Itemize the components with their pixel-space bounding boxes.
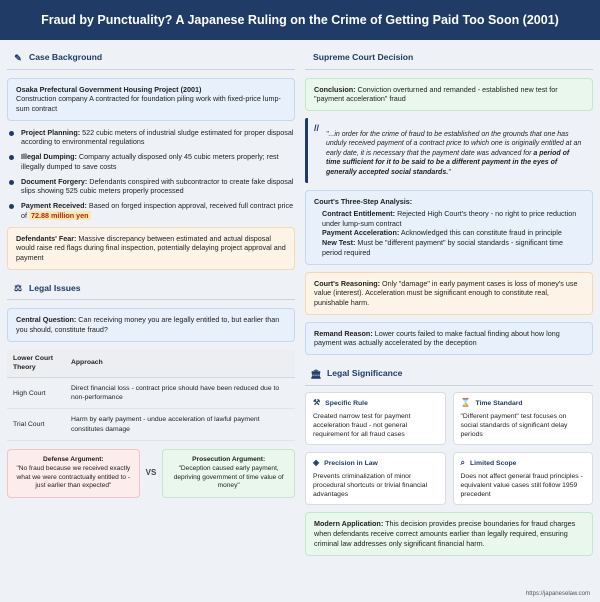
defense-argument: Defense Argument: "No fraud because we received exactly what we were contractually entitled to - just earlier than expected": [7, 449, 140, 499]
significance-card: ⚒ Specific Rule Created narrow test for payment acceleration fraud - not general requirement for all fraud cases: [305, 392, 446, 445]
search-icon: ⌕: [460, 458, 465, 468]
reasoning-box: Court's Reasoning: Only "damage" in early payment cases is loss of money's use value (interest). Acceleration must be significant enough to constitute real, punishable harm.: [305, 272, 593, 315]
list-item: Payment Acceleration: Acknowledged this can constitute fraud in principle: [322, 228, 562, 238]
vs-label: VS: [145, 468, 157, 478]
conclusion-box: Conclusion: Conviction overturned and remanded - established new test for "payment acceleration" fraud: [305, 78, 593, 111]
remand-box: Remand Reason: Lower courts failed to make factual finding about how long payment was actually accelerated by the deception: [305, 322, 593, 355]
table-header: Approach: [65, 349, 295, 378]
footer-url: https://japaneselaw.com: [525, 590, 590, 597]
legal-issues-heading: ⚖ Legal Issues: [7, 277, 295, 301]
payment-amount: 72.88 million yen: [31, 210, 89, 220]
significance-grid: [305, 392, 593, 506]
modern-application-box: Modern Application: This decision provides precise boundaries for fraud charges when defendants receive correct amounts earlier than legally required, ensuring criminal law addresses only significant financial harm.: [305, 512, 593, 555]
project-box: [7, 78, 295, 121]
lower-court-table: [7, 349, 295, 441]
analysis-box: Court's Three-Step Analysis: Contract Entitlement: Rejected High Court's theory - no right to price reduction under lump-sum contract Payment Acceleration: Acknowledged this can constitute fraud in principle New Test: Must be "different payment" by social standards - significant time period required: [305, 190, 593, 264]
institution-icon: 🏛: [310, 368, 322, 379]
fear-box: Defendants' Fear: Massive discrepancy between estimated and actual disposal would raise red flags during final inspection, potentially delaying project approval and payment: [7, 227, 295, 270]
right-column: [305, 46, 593, 563]
list-item: New Test: Must be "different payment" by social standards - significant time period required: [322, 238, 563, 257]
list-item: Project Planning: 522 cubic meters of industrial sludge estimated for proper disposal according to environmental regulations: [7, 128, 295, 147]
scales-icon: ⚖: [13, 283, 23, 294]
list-item: Document Forgery: Defendants conspired with subcontractor to create fake disposal slips showing 525 cubic meters properly processed: [7, 177, 295, 196]
table-row: Trial Court Harm by early payment - undue acceleration of lawful payment constitutes damage: [7, 409, 295, 440]
list-item: Illegal Dumping: Company actually disposed only 45 cubic meters properly; rest illegally dumped to save costs: [7, 152, 295, 171]
case-background-heading: ✎ Case Background: [7, 46, 295, 70]
list-item: Contract Entitlement: Rejected High Court's theory - no right to price reduction under lump-sum contract: [322, 208, 577, 228]
quote-icon: //: [314, 123, 320, 134]
list-item: Payment Received: Based on forged inspection approval, received full contract price of 72.88 million yen: [7, 201, 295, 220]
background-list: [7, 128, 295, 221]
shield-icon: ◈: [313, 458, 320, 468]
legal-significance-heading: 🏛 Legal Significance: [305, 362, 593, 386]
supreme-court-heading: Supreme Court Decision: [305, 46, 593, 70]
pencil-icon: ✎: [14, 52, 22, 63]
left-column: [7, 46, 295, 563]
arguments-row: [7, 449, 295, 499]
court-quote: // "...in order for the crime of fraud to be established on the grounds that one has unduly received payment of a contract price to which one is originally entitled at an early date, it is necessary that the payment date was advanced for a period of time sufficient for it to be said to be a different payment in the eyes of generally accepted social standards.": [305, 118, 593, 183]
hourglass-icon: ⌛: [460, 397, 471, 407]
significance-card: ◈ Precision in Law Prevents criminalization of minor procedural shortcuts or trivial financial advantages: [305, 452, 446, 505]
significance-card: ⌕ Limited Scope Does not affect general fraud principles - equivalent value cases still follow 1959 precedent: [453, 452, 594, 505]
prosecution-argument: Prosecution Argument: "Deception caused early payment, depriving government of time value of money": [162, 449, 295, 499]
table-header: Lower Court Theory: [7, 349, 65, 378]
project-title: Osaka Prefectural Government Housing Project (2001): [16, 84, 202, 94]
project-desc: Construction company A contracted for foundation piling work with fixed-price lump-sum contract: [16, 94, 281, 114]
gavel-icon: ⚒: [313, 397, 321, 407]
table-row: High Court Direct financial loss - contract price should have been reduced due to non-performance: [7, 378, 295, 409]
page-title: Fraud by Punctuality? A Japanese Ruling on the Crime of Getting Paid Too Soon (2001): [0, 0, 600, 40]
significance-card: ⌛ Time Standard "Different payment" test focuses on social standards of significant delay periods: [453, 392, 594, 445]
central-question-box: Central Question: Can receiving money you are legally entitled to, but earlier than you should, constitute fraud?: [7, 308, 295, 341]
